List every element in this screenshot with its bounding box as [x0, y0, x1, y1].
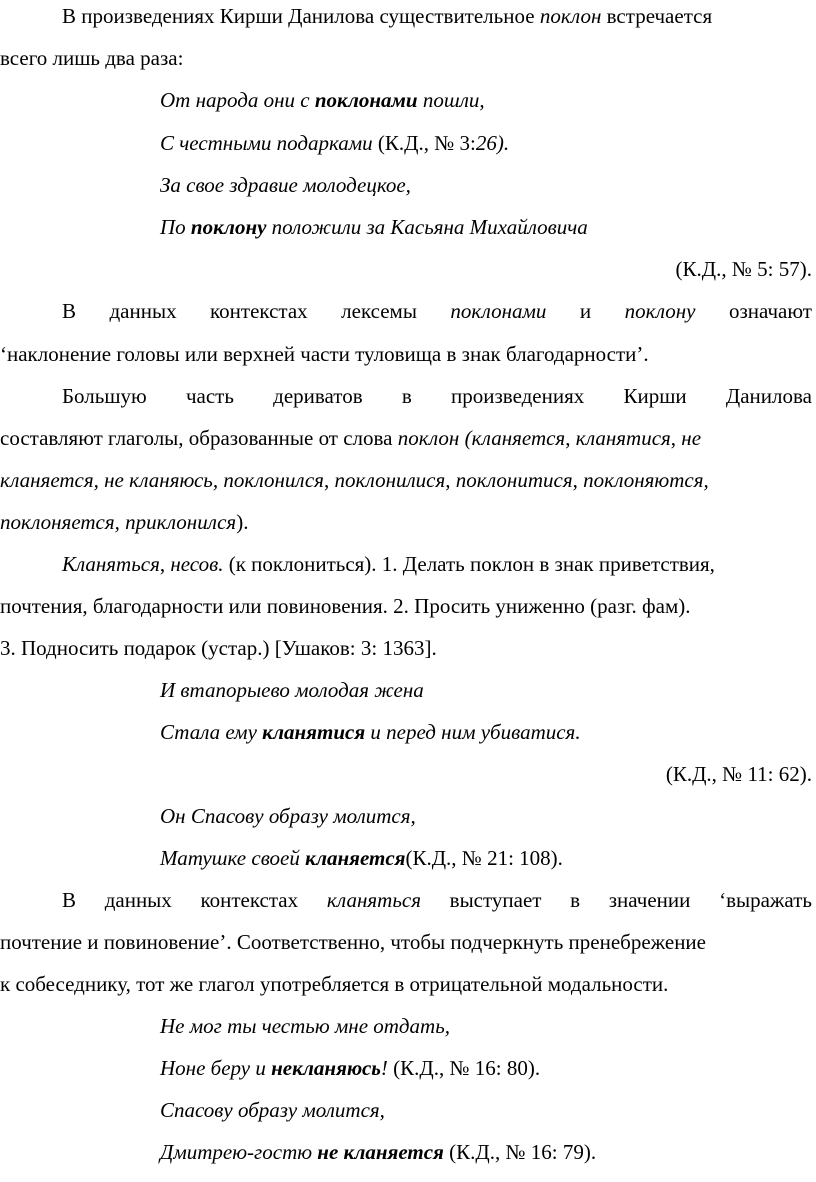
text-line: В данных контекстах лексемы поклонами и поклону означают	[62, 299, 812, 323]
quote-line: Стала ему кланятися и перед ним убиватися.	[160, 720, 581, 744]
quote-line: От народа они с поклонами пошли,	[160, 88, 485, 112]
text-line: 3. Подносить подарок (устар.) [Ушаков: 3: 1363].	[0, 636, 437, 660]
text-line: поклоняется, приклонился).	[0, 510, 249, 534]
quote-line: Дмитрею-гостю не кланяется (К.Д., № 16: 79).	[160, 1140, 597, 1164]
text-line: почтения, благодарности или повиновения. 2. Просить униженно (разг. фам).	[0, 594, 691, 618]
quote-line: Ноне беру и некланяюсь! (К.Д., № 16: 80).	[160, 1056, 541, 1080]
citation: (К.Д., № 11: 62).	[665, 762, 812, 786]
text-line: кланяется, не кланяюсь, поклонился, поклонилися, поклонитися, поклоняются,	[0, 468, 709, 492]
quote-line: Матушке своей кланяется(К.Д., № 21: 108).	[160, 846, 563, 870]
quote-line: Он Спасову образу молится,	[160, 804, 416, 828]
quote-line: С честными подарками (К.Д., № 3:26).	[160, 131, 510, 155]
text-line: Кланяться, несов. (к поклониться). 1. Делать поклон в знак приветствия,	[62, 552, 715, 576]
quote-line: По поклону положили за Касьяна Михайловича	[160, 215, 588, 239]
text-line: почтение и повиновение’. Соответственно, чтобы подчеркнуть пренебрежение	[0, 930, 706, 954]
quote-line: И втапорыево молодая жена	[160, 678, 424, 702]
text-line: В данных контекстах кланяться выступает в значении ‘выражать	[62, 888, 812, 912]
text-line: составляют глаголы, образованные от слова поклон (кланяется, кланятися, не	[0, 426, 702, 450]
text-line: к собеседнику, тот же глагол употребляется в отрицательной модальности.	[0, 972, 669, 996]
citation: (К.Д., № 5: 57).	[675, 257, 812, 281]
quote-line: Не мог ты честью мне отдать,	[160, 1014, 451, 1038]
quote-line: Спасову образу молится,	[160, 1098, 385, 1122]
text-line: В произведениях Кирши Данилова существительное поклон встречается	[62, 4, 713, 28]
text-line: всего лишь два раза:	[0, 46, 184, 70]
text-line: Большую часть дериватов в произведениях Кирши Данилова	[62, 384, 812, 408]
text-line: ‘наклонение головы или верхней части туловища в знак благодарности’.	[0, 342, 649, 366]
quote-line: За свое здравие молодецкое,	[160, 173, 411, 197]
